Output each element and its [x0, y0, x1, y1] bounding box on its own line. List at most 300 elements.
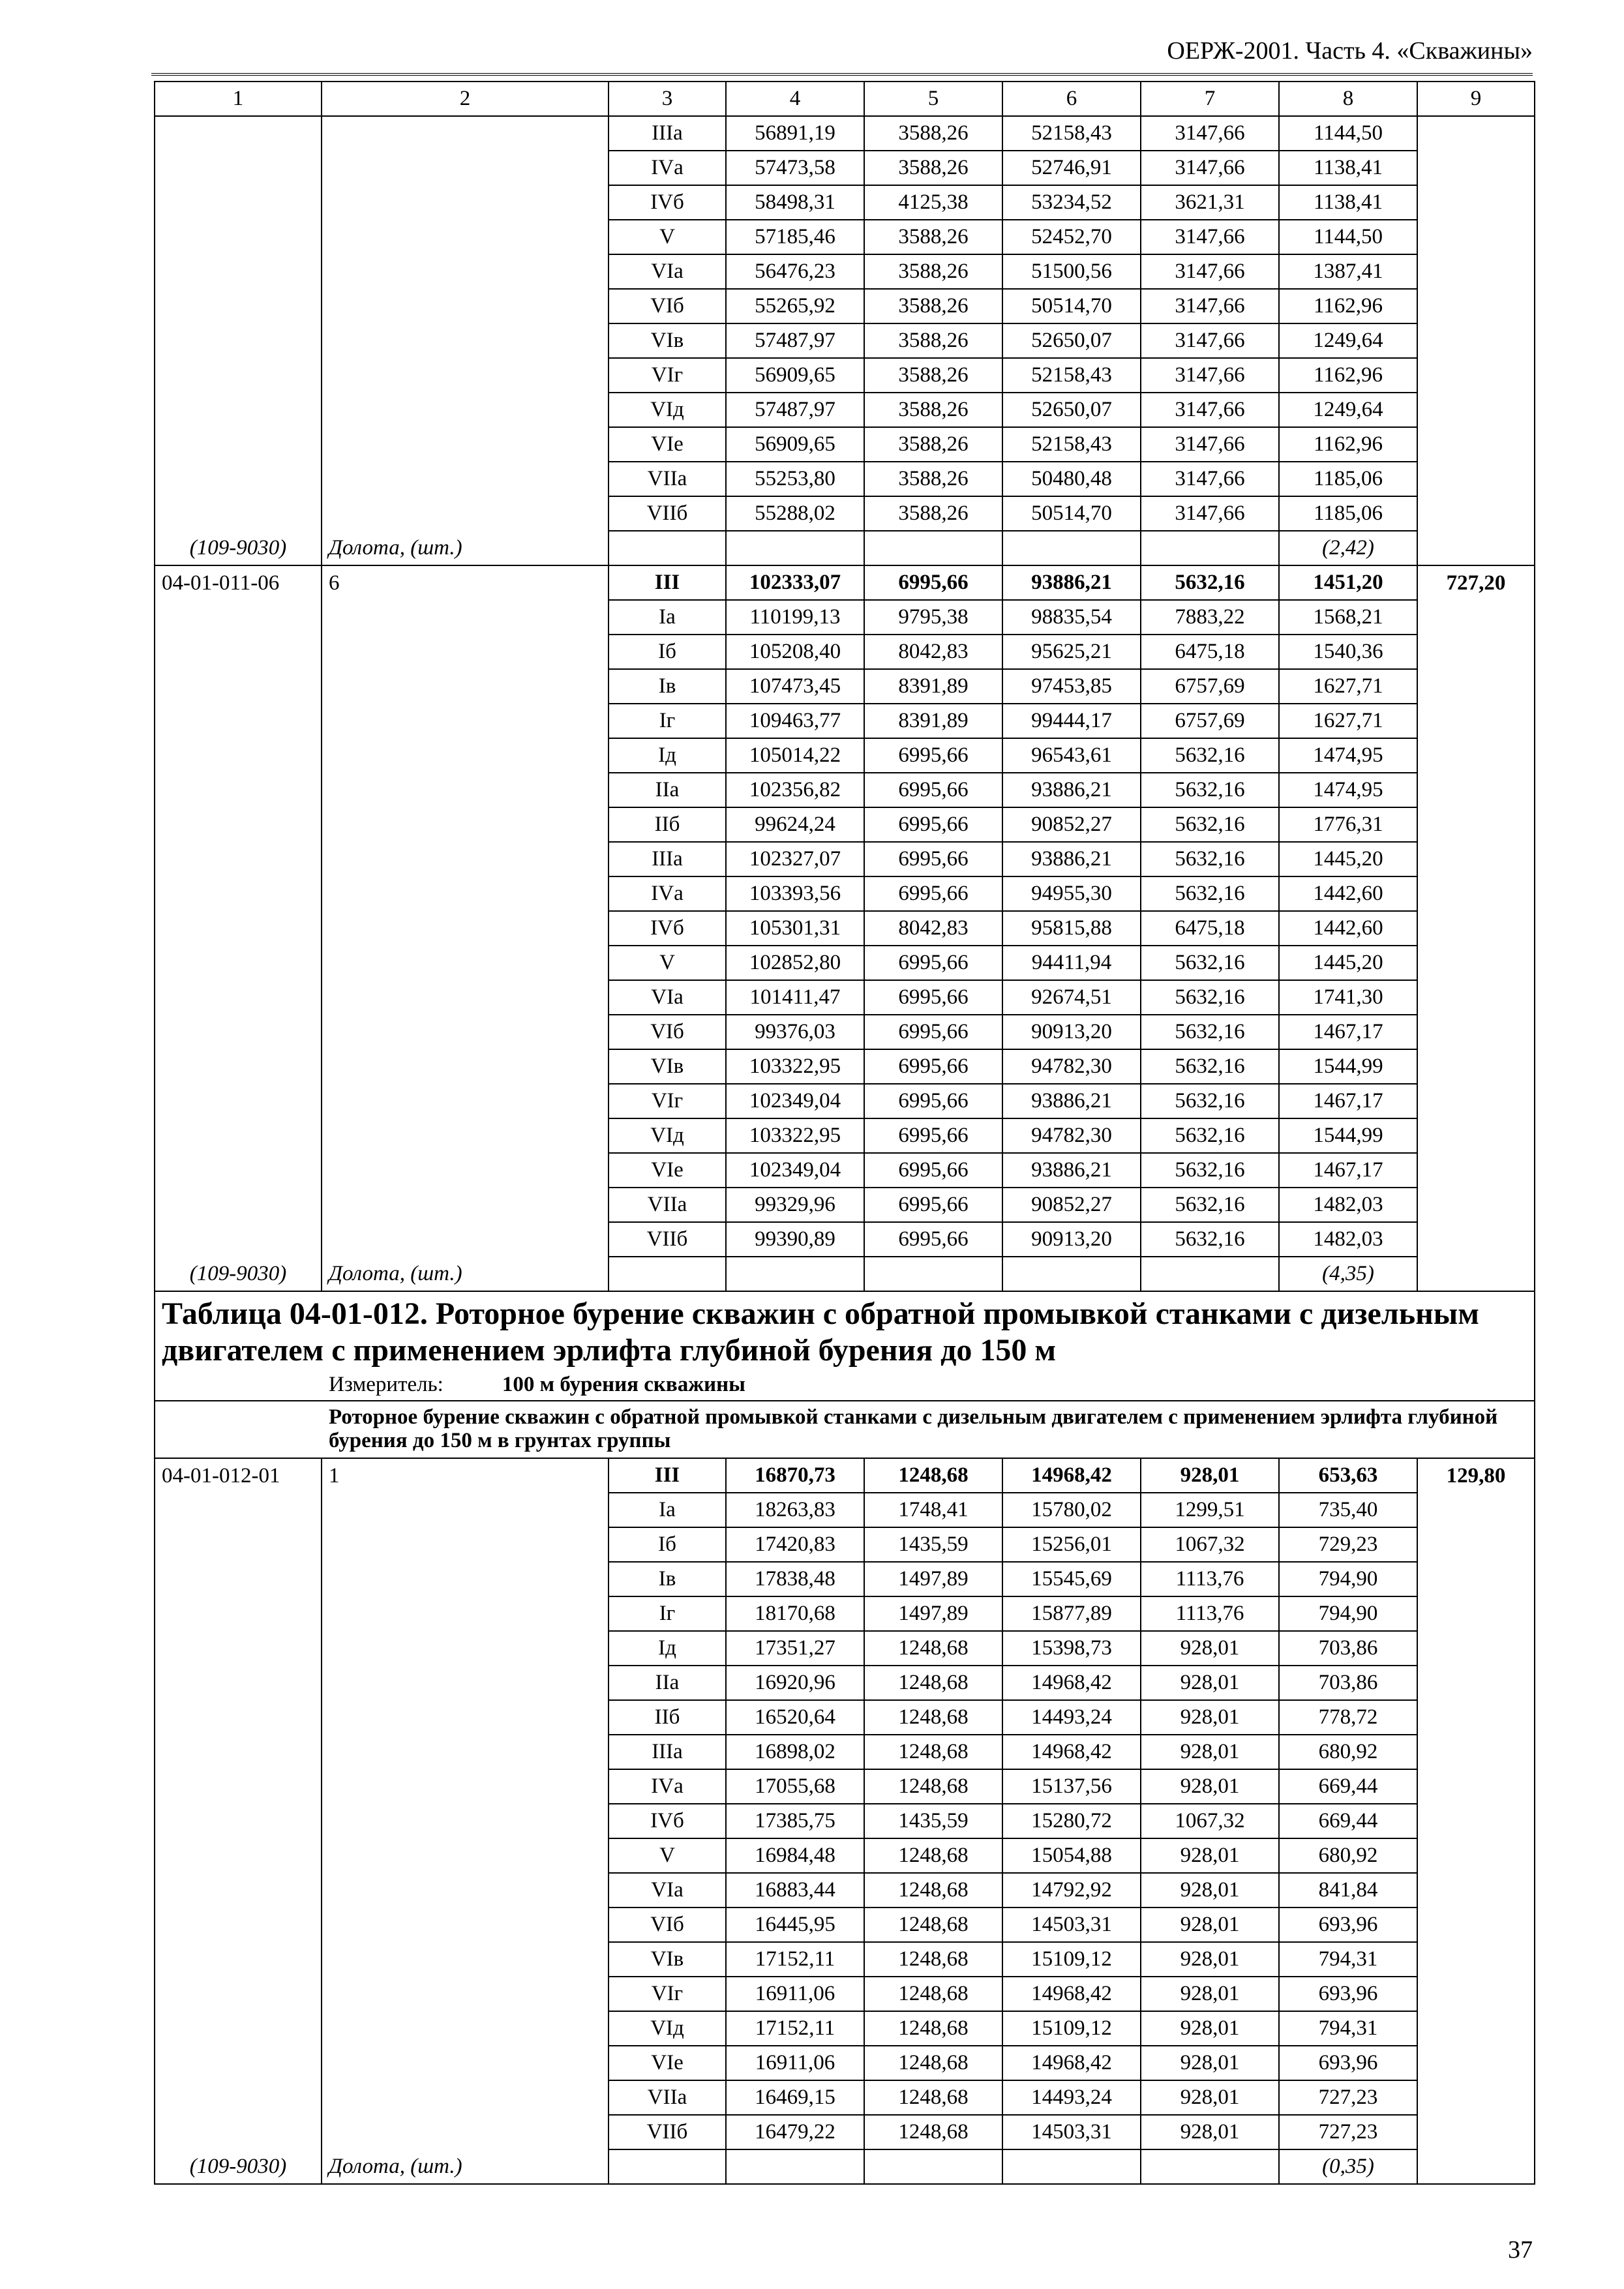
soil-group-cell: VIд	[609, 393, 726, 427]
labor-cell	[1417, 116, 1535, 151]
wages-cell: 3588,26	[864, 323, 1002, 358]
materials-cell: 693,96	[1279, 1908, 1417, 1942]
soil-group-cell: VIа	[609, 254, 726, 289]
labor-cell	[1417, 393, 1535, 427]
wages-cell: 6995,66	[864, 1049, 1002, 1084]
rate-code-cell	[155, 151, 322, 185]
materials-cell: 727,23	[1279, 2115, 1417, 2149]
rate-code-cell	[155, 773, 322, 807]
total-cost-cell: 55265,92	[726, 289, 864, 323]
item-cell	[322, 1908, 609, 1942]
wages-cell: 1248,68	[864, 1631, 1002, 1666]
column-number: 3	[609, 82, 726, 116]
wages-cell: 6995,66	[864, 773, 1002, 807]
soil-group-cell: Iб	[609, 635, 726, 669]
labor-cell	[1417, 1084, 1535, 1118]
wages-cell: 1248,68	[864, 2011, 1002, 2046]
total-cost-cell: 105014,22	[726, 738, 864, 773]
machinists-wages-cell: 3147,66	[1141, 254, 1279, 289]
item-cell	[322, 876, 609, 911]
total-cost-cell: 105208,40	[726, 635, 864, 669]
total-cost-cell: 58498,31	[726, 185, 864, 220]
rate-code-cell	[155, 393, 322, 427]
table-row	[155, 1458, 1535, 1493]
total-cost-cell: 17152,11	[726, 2011, 864, 2046]
total-cost-cell: 103322,95	[726, 1049, 864, 1084]
labor-cell	[1417, 151, 1535, 185]
total-cost-cell: 102356,82	[726, 773, 864, 807]
wages-cell: 1248,68	[864, 1873, 1002, 1908]
total-cost-cell: 16469,15	[726, 2080, 864, 2115]
table-row	[155, 1804, 1535, 1838]
machines-cell: 15780,02	[1002, 1493, 1141, 1527]
rate-code-cell	[155, 1049, 322, 1084]
materials-cell: 1474,95	[1279, 773, 1417, 807]
soil-group-cell: Iб	[609, 1527, 726, 1562]
materials-cell: 1162,96	[1279, 427, 1417, 462]
machines-cell: 15109,12	[1002, 2011, 1141, 2046]
rate-code-cell	[155, 600, 322, 635]
soil-group-cell: VIIб	[609, 2115, 726, 2149]
materials-cell: 1138,41	[1279, 151, 1417, 185]
materials-cell: 794,90	[1279, 1562, 1417, 1596]
machines-cell: 15256,01	[1002, 1527, 1141, 1562]
column-number: 8	[1279, 82, 1417, 116]
table-row	[155, 2011, 1535, 2046]
materials-cell: 794,31	[1279, 2011, 1417, 2046]
soil-group-cell: Iг	[609, 1596, 726, 1631]
total-cost-cell: 17055,68	[726, 1769, 864, 1804]
empty-cell	[1417, 531, 1535, 565]
rate-code-cell	[155, 1084, 322, 1118]
machinists-wages-cell: 3147,66	[1141, 393, 1279, 427]
total-cost-cell: 55288,02	[726, 496, 864, 531]
materials-cell: 693,96	[1279, 2046, 1417, 2080]
item-cell	[322, 185, 609, 220]
total-cost-cell: 16445,95	[726, 1908, 864, 1942]
machines-cell: 14968,42	[1002, 1666, 1141, 1700]
total-cost-cell: 102333,07	[726, 565, 864, 600]
wages-cell: 6995,66	[864, 1222, 1002, 1257]
soil-group-cell: Iд	[609, 738, 726, 773]
wages-cell: 3588,26	[864, 427, 1002, 462]
column-number: 2	[322, 82, 609, 116]
item-cell	[322, 738, 609, 773]
rate-code-cell	[155, 807, 322, 842]
table-row	[155, 1188, 1535, 1222]
machinists-wages-cell: 1113,76	[1141, 1562, 1279, 1596]
labor-cell	[1417, 946, 1535, 980]
empty-cell	[1417, 2149, 1535, 2184]
materials-cell: 1445,20	[1279, 842, 1417, 876]
soil-group-cell: VIе	[609, 427, 726, 462]
machinists-wages-cell: 928,01	[1141, 1942, 1279, 1977]
table-row	[155, 1118, 1535, 1153]
empty-cell	[1417, 1257, 1535, 1291]
resource-code-cell: (109-9030)	[155, 1257, 322, 1291]
machines-cell: 99444,17	[1002, 704, 1141, 738]
labor-cell: 129,80	[1417, 1458, 1535, 1493]
item-cell	[322, 2115, 609, 2149]
rate-code-cell	[155, 1527, 322, 1562]
item-cell	[322, 911, 609, 946]
soil-group-cell: IVб	[609, 1804, 726, 1838]
total-cost-cell: 56909,65	[726, 358, 864, 393]
soil-group-cell: VIIб	[609, 1222, 726, 1257]
rate-code-cell: 04-01-011-06	[155, 565, 322, 600]
rate-code-cell	[155, 1908, 322, 1942]
materials-cell: 693,96	[1279, 1977, 1417, 2011]
machines-cell: 96543,61	[1002, 738, 1141, 773]
wages-cell: 1435,59	[864, 1804, 1002, 1838]
machines-cell: 94782,30	[1002, 1118, 1141, 1153]
item-cell	[322, 1493, 609, 1527]
soil-group-cell: VIIа	[609, 1188, 726, 1222]
materials-cell: 680,92	[1279, 1735, 1417, 1769]
materials-cell: 1544,99	[1279, 1049, 1417, 1084]
labor-cell	[1417, 2011, 1535, 2046]
soil-group-cell: VIIб	[609, 496, 726, 531]
item-cell	[322, 1596, 609, 1631]
machines-cell: 90852,27	[1002, 807, 1141, 842]
soil-group-cell: IIIа	[609, 116, 726, 151]
soil-group-cell: III	[609, 1458, 726, 1493]
empty-cell	[609, 2149, 726, 2184]
machines-cell: 14503,31	[1002, 2115, 1141, 2149]
rate-code-cell	[155, 1769, 322, 1804]
table-row	[155, 254, 1535, 289]
soil-group-cell: Iг	[609, 704, 726, 738]
table-row	[155, 2080, 1535, 2115]
materials-cell: 1185,06	[1279, 496, 1417, 531]
machines-cell: 93886,21	[1002, 1084, 1141, 1118]
materials-cell: 1144,50	[1279, 220, 1417, 254]
soil-group-cell: Iа	[609, 600, 726, 635]
item-cell	[322, 1666, 609, 1700]
table-row	[155, 911, 1535, 946]
total-cost-cell: 56909,65	[726, 427, 864, 462]
machinists-wages-cell: 928,01	[1141, 1735, 1279, 1769]
total-cost-cell: 102852,80	[726, 946, 864, 980]
table-row	[155, 876, 1535, 911]
item-cell	[322, 462, 609, 496]
rate-code-cell	[155, 1153, 322, 1188]
labor-cell	[1417, 1666, 1535, 1700]
total-cost-cell: 107473,45	[726, 669, 864, 704]
total-cost-cell: 56891,19	[726, 116, 864, 151]
labor-cell	[1417, 1493, 1535, 1527]
table-row	[155, 1153, 1535, 1188]
wages-cell: 1497,89	[864, 1596, 1002, 1631]
item-cell	[322, 980, 609, 1015]
labor-cell	[1417, 462, 1535, 496]
machinists-wages-cell: 6475,18	[1141, 911, 1279, 946]
total-cost-cell: 110199,13	[726, 600, 864, 635]
total-cost-cell: 16898,02	[726, 1735, 864, 1769]
empty-cell	[609, 1257, 726, 1291]
labor-cell	[1417, 1188, 1535, 1222]
wages-cell: 9795,38	[864, 600, 1002, 635]
machinists-wages-cell: 3147,66	[1141, 151, 1279, 185]
wages-cell: 1248,68	[864, 2115, 1002, 2149]
rate-code-cell	[155, 1118, 322, 1153]
item-cell	[322, 323, 609, 358]
rate-code-cell	[155, 427, 322, 462]
item-cell	[322, 1084, 609, 1118]
item-cell	[322, 704, 609, 738]
soil-group-cell: Iв	[609, 669, 726, 704]
wages-cell: 1748,41	[864, 1493, 1002, 1527]
total-cost-cell: 99329,96	[726, 1188, 864, 1222]
machines-cell: 52746,91	[1002, 151, 1141, 185]
materials-cell: 1451,20	[1279, 565, 1417, 600]
materials-cell: 703,86	[1279, 1631, 1417, 1666]
total-cost-cell: 57487,97	[726, 393, 864, 427]
machinists-wages-cell: 6757,69	[1141, 669, 1279, 704]
table-row	[155, 1562, 1535, 1596]
machinists-wages-cell: 928,01	[1141, 1908, 1279, 1942]
table-row	[155, 496, 1535, 531]
table-row	[155, 1735, 1535, 1769]
table-row	[155, 116, 1535, 151]
wages-cell: 6995,66	[864, 1015, 1002, 1049]
item-cell	[322, 2080, 609, 2115]
wages-cell: 3588,26	[864, 116, 1002, 151]
machines-cell: 50514,70	[1002, 289, 1141, 323]
soil-group-cell: III	[609, 565, 726, 600]
machinists-wages-cell: 3147,66	[1141, 289, 1279, 323]
labor-cell	[1417, 600, 1535, 635]
total-cost-cell: 57473,58	[726, 151, 864, 185]
resource-code-cell: (109-9030)	[155, 2149, 322, 2184]
table-row	[155, 980, 1535, 1015]
wages-cell: 3588,26	[864, 220, 1002, 254]
wages-cell: 1248,68	[864, 1700, 1002, 1735]
resource-value-cell: (2,42)	[1279, 531, 1417, 565]
machinists-wages-cell: 7883,22	[1141, 600, 1279, 635]
materials-cell: 841,84	[1279, 1873, 1417, 1908]
total-cost-cell: 17351,27	[726, 1631, 864, 1666]
labor-cell	[1417, 1908, 1535, 1942]
empty-cell	[1002, 2149, 1141, 2184]
machinists-wages-cell: 5632,16	[1141, 1153, 1279, 1188]
machines-cell: 52158,43	[1002, 358, 1141, 393]
rate-code-cell	[155, 462, 322, 496]
total-cost-cell: 55253,80	[726, 462, 864, 496]
total-cost-cell: 57487,97	[726, 323, 864, 358]
rate-code-cell	[155, 842, 322, 876]
page-number: 37	[1508, 2236, 1533, 2264]
item-cell	[322, 1631, 609, 1666]
wages-cell: 6995,66	[864, 738, 1002, 773]
machinists-wages-cell: 3147,66	[1141, 462, 1279, 496]
machines-cell: 50514,70	[1002, 496, 1141, 531]
materials-cell: 1442,60	[1279, 911, 1417, 946]
item-cell	[322, 1769, 609, 1804]
header-rule	[151, 73, 1533, 78]
rate-code-cell	[155, 1596, 322, 1631]
table-row	[155, 635, 1535, 669]
soil-group-cell: VIе	[609, 2046, 726, 2080]
materials-cell: 1568,21	[1279, 600, 1417, 635]
labor-cell	[1417, 2046, 1535, 2080]
labor-cell	[1417, 980, 1535, 1015]
machines-cell: 98835,54	[1002, 600, 1141, 635]
machinists-wages-cell: 928,01	[1141, 1769, 1279, 1804]
labor-cell	[1417, 1562, 1535, 1596]
machines-cell: 14968,42	[1002, 2046, 1141, 2080]
rate-code-cell	[155, 1700, 322, 1735]
machines-cell: 15398,73	[1002, 1631, 1141, 1666]
item-cell: 1	[322, 1458, 609, 1493]
wages-cell: 1248,68	[864, 1908, 1002, 1942]
total-cost-cell: 16520,64	[726, 1700, 864, 1735]
table-row	[155, 1977, 1535, 2011]
machines-cell: 90913,20	[1002, 1222, 1141, 1257]
rate-code-cell	[155, 738, 322, 773]
materials-cell: 1162,96	[1279, 289, 1417, 323]
wages-cell: 1497,89	[864, 1562, 1002, 1596]
rate-code-cell	[155, 635, 322, 669]
item-cell	[322, 289, 609, 323]
wages-cell: 1248,68	[864, 2046, 1002, 2080]
item-cell	[322, 1222, 609, 1257]
machines-cell: 90913,20	[1002, 1015, 1141, 1049]
machinists-wages-cell: 3621,31	[1141, 185, 1279, 220]
wages-cell: 6995,66	[864, 1188, 1002, 1222]
machinists-wages-cell: 5632,16	[1141, 565, 1279, 600]
item-cell	[322, 600, 609, 635]
machines-cell: 52650,07	[1002, 393, 1141, 427]
item-cell	[322, 1188, 609, 1222]
table-row	[155, 358, 1535, 393]
wages-cell: 1248,68	[864, 1942, 1002, 1977]
labor-cell	[1417, 1596, 1535, 1631]
column-number: 5	[864, 82, 1002, 116]
table-row	[155, 669, 1535, 704]
total-cost-cell: 16920,96	[726, 1666, 864, 1700]
table-row	[155, 1493, 1535, 1527]
table-row	[155, 1596, 1535, 1631]
soil-group-cell: IVб	[609, 911, 726, 946]
table-row	[155, 1015, 1535, 1049]
table-row	[155, 738, 1535, 773]
soil-group-cell: Iв	[609, 1562, 726, 1596]
item-cell	[322, 1153, 609, 1188]
machines-cell: 95625,21	[1002, 635, 1141, 669]
materials-cell: 680,92	[1279, 1838, 1417, 1873]
machines-cell: 14493,24	[1002, 1700, 1141, 1735]
wages-cell: 6995,66	[864, 876, 1002, 911]
rate-code-cell	[155, 2046, 322, 2080]
total-cost-cell: 103322,95	[726, 1118, 864, 1153]
item-cell	[322, 427, 609, 462]
wages-cell: 1248,68	[864, 2080, 1002, 2115]
labor-cell	[1417, 2080, 1535, 2115]
description-row	[155, 1401, 1535, 1458]
machinists-wages-cell: 6475,18	[1141, 635, 1279, 669]
item-cell	[322, 669, 609, 704]
machines-cell: 92674,51	[1002, 980, 1141, 1015]
soil-group-cell: IIб	[609, 1700, 726, 1735]
soil-group-cell: VIб	[609, 1015, 726, 1049]
empty-cell	[864, 531, 1002, 565]
wages-cell: 6995,66	[864, 842, 1002, 876]
wages-cell: 6995,66	[864, 565, 1002, 600]
machines-cell: 15545,69	[1002, 1562, 1141, 1596]
materials-cell: 1627,71	[1279, 704, 1417, 738]
table-title-row	[155, 1291, 1535, 1401]
item-cell	[322, 496, 609, 531]
machines-cell: 94782,30	[1002, 1049, 1141, 1084]
machines-cell: 15877,89	[1002, 1596, 1141, 1631]
soil-group-cell: V	[609, 946, 726, 980]
total-cost-cell: 99390,89	[726, 1222, 864, 1257]
table-row	[155, 704, 1535, 738]
materials-cell: 794,31	[1279, 1942, 1417, 1977]
machinists-wages-cell: 1067,32	[1141, 1527, 1279, 1562]
machines-cell: 14968,42	[1002, 1977, 1141, 2011]
labor-cell	[1417, 1631, 1535, 1666]
rate-code-cell	[155, 1873, 322, 1908]
labor-cell: 727,20	[1417, 565, 1535, 600]
machines-cell: 94955,30	[1002, 876, 1141, 911]
soil-group-cell: IVа	[609, 1769, 726, 1804]
labor-cell	[1417, 1222, 1535, 1257]
machines-cell: 52650,07	[1002, 323, 1141, 358]
materials-cell: 1544,99	[1279, 1118, 1417, 1153]
rate-code-cell	[155, 185, 322, 220]
item-cell	[322, 1977, 609, 2011]
item-cell	[322, 2046, 609, 2080]
machinists-wages-cell: 928,01	[1141, 2046, 1279, 2080]
rate-code-cell	[155, 289, 322, 323]
machines-cell: 97453,85	[1002, 669, 1141, 704]
table-row	[155, 946, 1535, 980]
labor-cell	[1417, 2115, 1535, 2149]
soil-group-cell: VIIа	[609, 462, 726, 496]
machinists-wages-cell: 5632,16	[1141, 773, 1279, 807]
resource-name-cell: Долота, (шт.)	[322, 2149, 609, 2184]
item-cell	[322, 1527, 609, 1562]
labor-cell	[1417, 1942, 1535, 1977]
soil-group-cell: VIб	[609, 289, 726, 323]
rate-code-cell	[155, 323, 322, 358]
table-title: Таблица 04-01-012. Роторное бурение скважин с обратной промывкой станками с дизельным двигателем с применением эрлифта глубиной бурения до 150 м	[162, 1296, 1479, 1368]
materials-cell: 729,23	[1279, 1527, 1417, 1562]
soil-group-cell: V	[609, 1838, 726, 1873]
soil-group-cell: VIIа	[609, 2080, 726, 2115]
table-row	[155, 1700, 1535, 1735]
wages-cell: 6995,66	[864, 1118, 1002, 1153]
total-cost-cell: 16911,06	[726, 2046, 864, 2080]
total-cost-cell: 17152,11	[726, 1942, 864, 1977]
machines-cell: 52452,70	[1002, 220, 1141, 254]
item-cell	[322, 1804, 609, 1838]
total-cost-cell: 103393,56	[726, 876, 864, 911]
total-cost-cell: 18263,83	[726, 1493, 864, 1527]
labor-cell	[1417, 876, 1535, 911]
machines-cell: 15109,12	[1002, 1942, 1141, 1977]
total-cost-cell: 99376,03	[726, 1015, 864, 1049]
item-cell	[322, 1562, 609, 1596]
wages-cell: 8391,89	[864, 704, 1002, 738]
total-cost-cell: 16911,06	[726, 1977, 864, 2011]
machines-cell: 51500,56	[1002, 254, 1141, 289]
materials-cell: 1540,36	[1279, 635, 1417, 669]
machines-cell: 93886,21	[1002, 842, 1141, 876]
machines-cell: 14503,31	[1002, 1908, 1141, 1942]
